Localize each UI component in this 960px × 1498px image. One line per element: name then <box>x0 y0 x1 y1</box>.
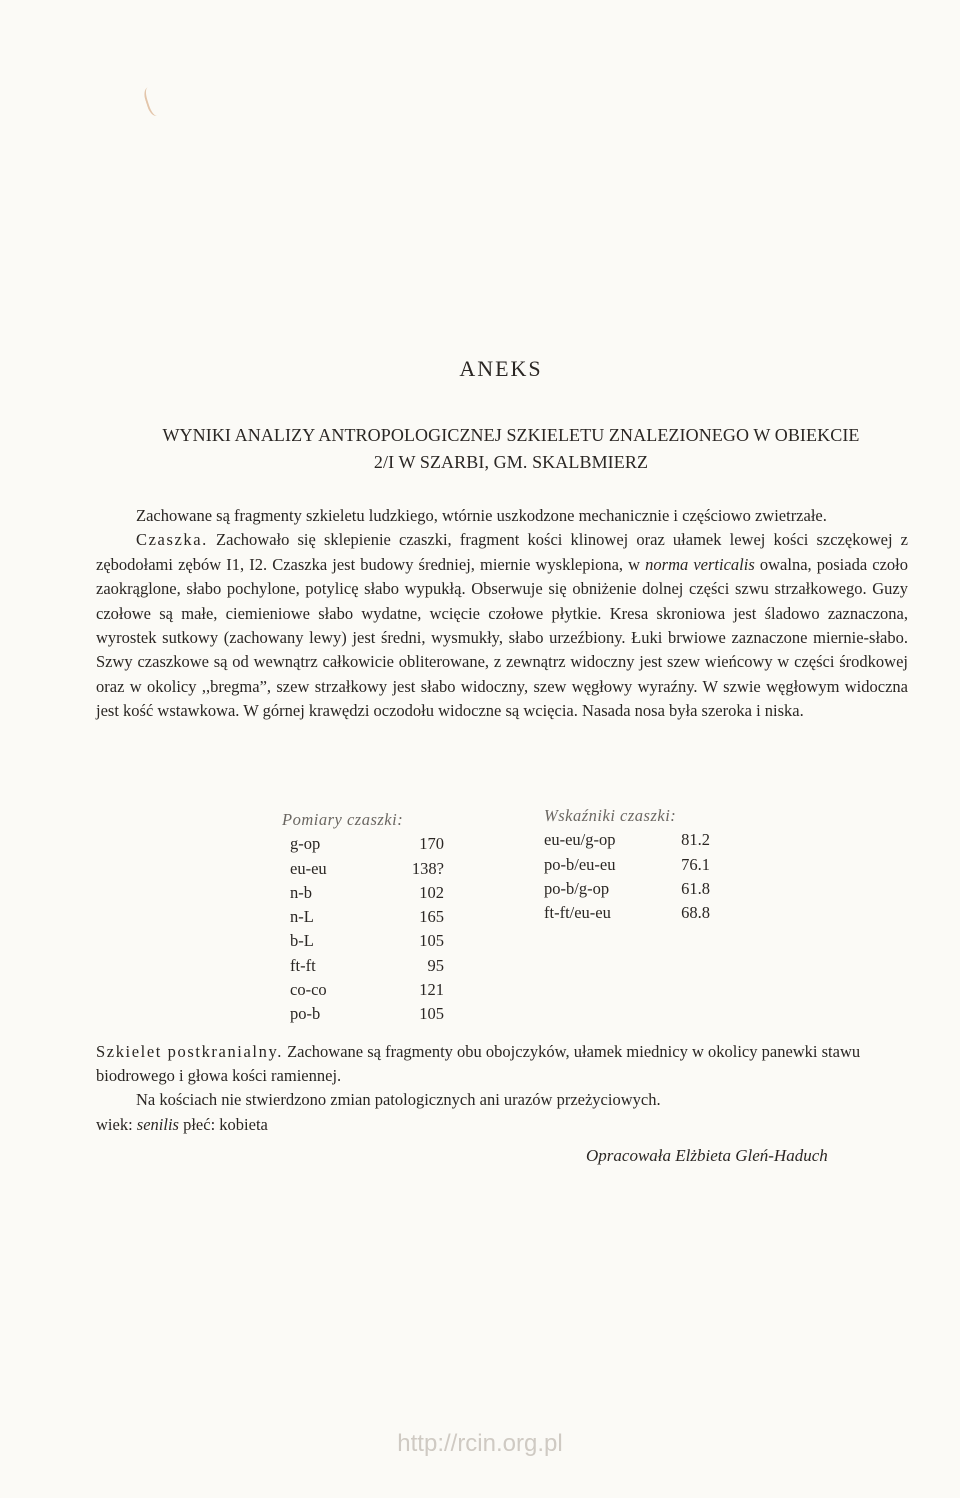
table-row <box>282 978 444 1002</box>
sex-label: płeć: <box>183 1114 216 1134</box>
measurements-caption: Pomiary czaszki: <box>282 810 404 829</box>
measure-value: 170 <box>419 834 444 854</box>
table-row <box>282 1002 444 1026</box>
sex-value: kobieta <box>219 1114 268 1134</box>
report-subtitle <box>96 422 926 476</box>
skull-italic-term: norma verticalis <box>645 554 755 574</box>
indices-caption: Wskaźniki czaszki: <box>544 806 677 825</box>
postcranial-label: Szkielet postkranialny. <box>96 1042 283 1061</box>
table-row <box>544 853 710 877</box>
age-value: senilis <box>136 1114 179 1134</box>
measure-value: 138? <box>411 858 444 878</box>
index-value: 81.2 <box>681 830 710 850</box>
main-text <box>96 504 908 724</box>
index-label: ft-ft/eu-eu <box>544 903 611 923</box>
measure-value: 121 <box>419 980 444 1000</box>
table-row <box>282 881 444 905</box>
table-row <box>282 954 444 978</box>
page-title: ANEKS <box>459 356 543 381</box>
table-row <box>282 929 444 953</box>
table-row <box>544 828 710 852</box>
index-label: po-b/eu-eu <box>544 854 616 874</box>
intro-paragraph: Zachowane są fragmenty szkieletu ludzkiego, wtórnie uszkodzone mechanicznie i częściowo zwietrzałe. <box>136 506 827 525</box>
indices-table <box>544 804 710 925</box>
index-label: eu-eu/g-op <box>544 830 616 850</box>
measure-label: n-b <box>290 882 312 902</box>
measure-value: 165 <box>419 907 444 927</box>
table-row <box>544 901 710 925</box>
index-label: po-b/g-op <box>544 878 610 898</box>
measure-label: ft-ft <box>290 955 316 975</box>
age-label: wiek: <box>96 1114 133 1134</box>
subtitle-line-2: 2/I W SZARBI, GM. SKALBMIERZ <box>373 452 649 472</box>
pathology-paragraph: Na kościach nie stwierdzono zmian patologicznych ani urazów przeżyciowych. <box>136 1090 661 1110</box>
postcranial-section <box>96 1040 916 1137</box>
measure-label: b-L <box>290 931 314 951</box>
measure-label: po-b <box>290 1004 321 1024</box>
postcranial-paragraph <box>96 1040 916 1088</box>
measurements-table <box>282 808 444 1027</box>
watermark-url: http://rcin.org.pl <box>397 1430 563 1457</box>
measure-value: 105 <box>419 931 444 951</box>
subtitle-line-1: WYNIKI ANALIZY ANTROPOLOGICZNEJ SZKIELETU ZNALEZIONEGO W OBIEKCIE <box>162 425 860 445</box>
postcranial-text: Zachowane są fragmenty obu obojczyków, ułamek miednicy w okolicy panewki stawu biodrowego i głowa kości ramiennej. <box>96 1042 861 1086</box>
skull-label: Czaszka. <box>136 530 208 550</box>
author-signature: Opracowała Elżbieta Gleń-Haduch <box>586 1146 828 1165</box>
table-row <box>544 877 710 901</box>
measure-value: 95 <box>427 955 444 975</box>
measure-label: eu-eu <box>290 858 327 878</box>
table-row <box>282 832 444 856</box>
skull-text-a: Zachowało się sklepienie czaszki, fragment kości klinowej oraz ułamek lewej kości szczękowej z zębodołami zębów I1, I2. Czaszka jest budowy średniej, miernie wysklepiona, w <box>96 530 908 574</box>
index-value: 68.8 <box>681 903 710 923</box>
index-value: 61.8 <box>681 878 710 898</box>
age-sex-line <box>96 1113 916 1137</box>
measure-label: g-op <box>290 834 321 854</box>
measure-label: co-co <box>290 980 327 1000</box>
measure-label: n-L <box>290 907 314 927</box>
skull-text-b: owalna, posiada czoło zaokrąglone, słabo pochylone, potylicę słabo wypukłą. Obserwuje się obniżenie dolnej części szwu strzałkowego. Guzy czołowe są małe, ciemieniowe słabo wydatne, wcięcie czołowe płytkie. Kresa skroniowa jest śladowo zaznaczona, wyrostek sutkowy (zachowany lewy) jest średni, wysmukły, słabo urzeźbiony. Łuki brwiowe zaznaczone miernie-słabo. Szwy czaszkowe są od wewnątrz całkowicie obliterowane, z zewnątrz widoczny jest szew wieńcowy w części środkowej oraz w okolicy ,,bregma”, szew strzałkowy jest słabo widoczny, szew węgłowy wyraźny. W szwie węgłowym widoczna jest kość wstawkowa. W górnej krawędzi oczodołu widoczne są wcięcia. Nasada nosa była szeroka i niska. <box>96 554 908 721</box>
measure-value: 105 <box>419 1004 444 1024</box>
pencil-mark <box>142 84 166 117</box>
table-row <box>282 857 444 881</box>
skull-paragraph <box>96 528 908 723</box>
index-value: 76.1 <box>681 854 710 874</box>
table-row <box>282 905 444 929</box>
measure-value: 102 <box>419 882 444 902</box>
